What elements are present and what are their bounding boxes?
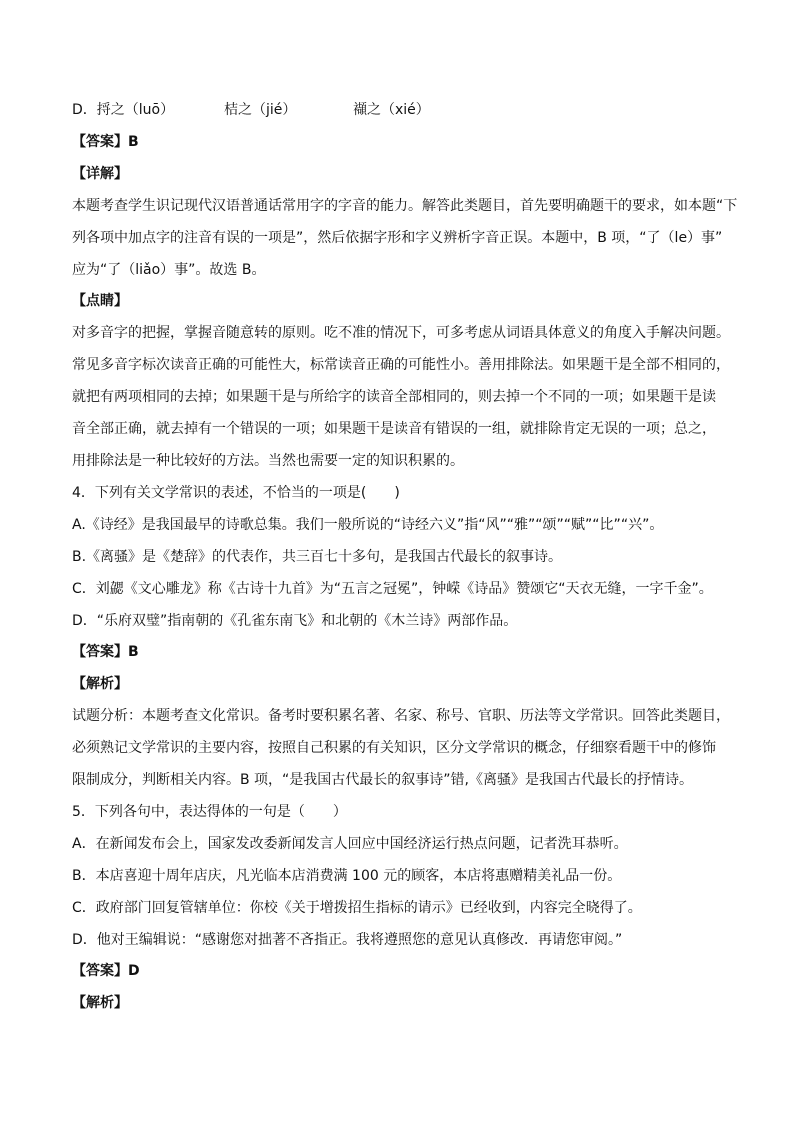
q5-analysis-heading: 【解析】 — [72, 995, 128, 1011]
q5-option-a: A．在新闻发布会上，国家发改委新闻发言人回应中国经济运行热点问题，记者洗耳恭听。 — [72, 836, 628, 852]
q3-tip-heading: 【点睛】 — [72, 293, 128, 309]
q3-detail-line: 本题考查学生识记现代汉语普通话常用字的字音的能力。解答此类题目，首先要明确题干的要求，如本题“下 — [72, 198, 738, 214]
q4-analysis-line: 试题分析：本题考查文化常识。备考时要积累名著、名家、称号、官职、历法等文学常识。回答此类题目， — [72, 708, 730, 724]
q3-option-d-b: 桔之（jié） — [224, 102, 297, 118]
q5-answer: 【答案】D — [72, 963, 140, 979]
q3-answer: 【答案】B — [72, 134, 139, 150]
q4-stem: 4．下列有关文学常识的表述，不恰当的一项是( ) — [72, 485, 400, 501]
q3-option-d-c: 襭之（xié） — [353, 102, 430, 118]
q3-option-d-a: D．捋之（luō） — [72, 102, 175, 118]
q4-analysis-line: 限制成分，判断相关内容。B 项，“是我国古代最长的叙事诗”错,《离骚》是我国古代最长的抒情诗。 — [72, 772, 694, 788]
q5-option-d: D．他对王编辑说：“感谢您对拙著不吝指正。我将遵照您的意见认真修改．再请您审阅。” — [72, 932, 623, 948]
q5-stem: 5．下列各句中，表达得体的一句是（ ） — [72, 804, 347, 820]
q4-option-b: B.《离骚》是《楚辞》的代表作，共三百七十多句，是我国古代最长的叙事诗。 — [72, 549, 563, 565]
q3-detail-line: 列各项中加点字的注音有误的一项是”，然后依据字形和字义辨析字音正误。本题中，B 项，“了（le）事” — [72, 230, 723, 246]
q4-answer: 【答案】B — [72, 644, 139, 660]
q3-tip-line: 音全部正确，就去掉有一个错误的一项；如果题干是读音有错误的一组，就排除肯定无误的一项；总之， — [72, 421, 716, 437]
q4-analysis-line: 必须熟记文学常识的主要内容，按照自己积累的有关知识，区分文学常识的概念，仔细察看题干中的修饰 — [72, 740, 716, 756]
q3-tip-line: 就把有两项相同的去掉；如果题干是与所给字的读音全部相同的，则去掉一个不同的一项；如果题干是读 — [72, 389, 716, 405]
q4-option-d: D．“乐府双璧”指南朝的《孔雀东南飞》和北朝的《木兰诗》两部作品。 — [72, 613, 518, 629]
q3-tip-line: 用排除法是一种比较好的方法。当然也需要一定的知识积累的。 — [72, 453, 464, 469]
q3-detail-line: 应为“了（liǎo）事”。故选 B。 — [72, 262, 266, 278]
q5-option-b: B．本店喜迎十周年店庆，凡光临本店消费满 100 元的顾客，本店将惠赠精美礼品一份。 — [72, 868, 622, 884]
q3-tip-line: 对多音字的把握，掌握音随意转的原则。吃不准的情况下，可多考虑从词语具体意义的角度入手解决问题。 — [72, 325, 730, 341]
q4-option-c: C．刘勰《文心雕龙》称《古诗十九首》为“五言之冠冕”，钟嵘《诗品》赞颂它“天衣无缝，一字千金”。 — [72, 581, 713, 597]
q5-option-c: C．政府部门回复管辖单位：你校《关于增拨招生指标的请示》已经收到，内容完全晓得了。 — [72, 900, 642, 916]
q4-option-a: A.《诗经》是我国最早的诗歌总集。我们一般所说的“诗经六义”指“风”“雅”“颂”“赋”“比”“兴”。 — [72, 517, 664, 533]
q3-detail-heading: 【详解】 — [72, 166, 128, 182]
q3-tip-line: 常见多音字标次读音正确的可能性大，标常读音正确的可能性小。善用排除法。如果题干是全部不相同的， — [72, 357, 730, 373]
q3-option-d-row — [72, 100, 722, 120]
q4-analysis-heading: 【解析】 — [72, 676, 128, 692]
